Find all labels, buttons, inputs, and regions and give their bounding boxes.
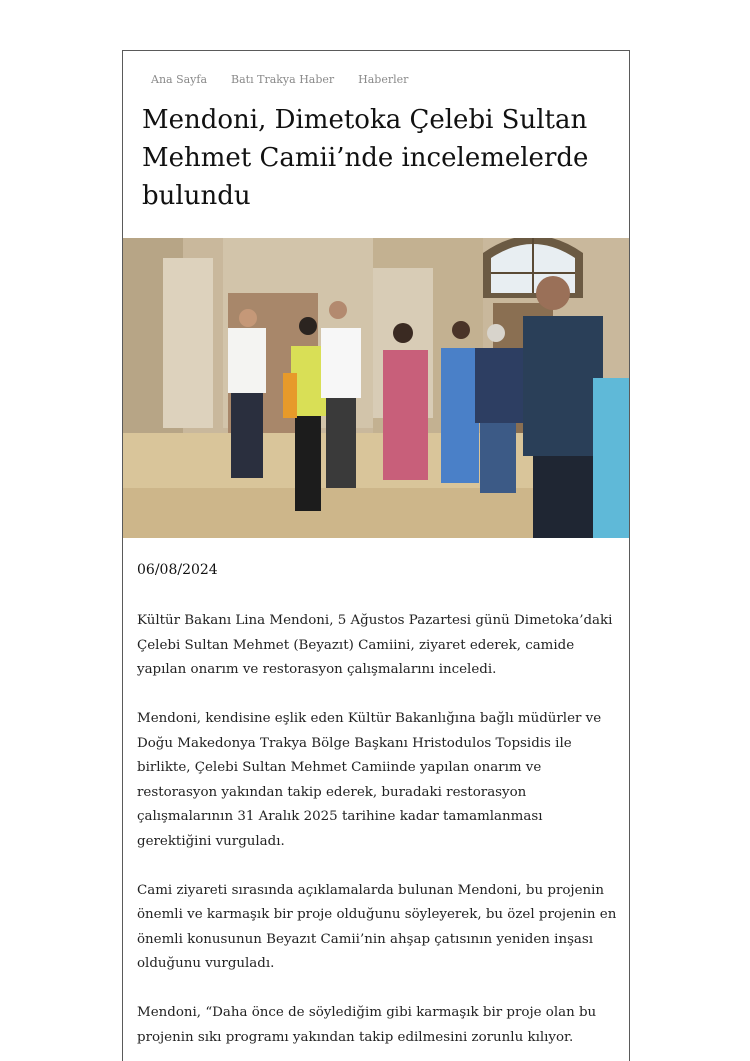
article-photo <box>123 238 630 538</box>
breadcrumb-home-link[interactable]: Ana Sayfa <box>151 73 208 86</box>
article-body <box>137 609 619 1061</box>
breadcrumb <box>151 73 432 86</box>
breadcrumb-news-link[interactable]: Haberler <box>358 73 409 86</box>
paragraph: Kültür Bakanı Lina Mendoni, 5 Ağustos Pazartesi günü Dimetoka’daki Çelebi Sultan Mehmet (Beyazıt) Camiini, ziyaret ederek, camide yapılan onarım ve restorasyon çalışmalarını inceledi. <box>137 613 613 677</box>
paragraph: Cami ziyareti sırasında açıklamalarda bulunan Mendoni, bu projenin önemli ve karmaşık bir proje olduğunu söyleyerek, bu özel projenin en önemli konusunun Beyazıt Camii’nin ahşap çatısının yeniden inşası olduğunu vurguladı. <box>137 882 617 971</box>
article-title: Mendoni, Dimetoka Çelebi Sultan Mehmet Camii’nde incelemelerde bulundu <box>142 105 589 211</box>
paragraph: Mendoni, “Daha önce de söylediğim gibi karmaşık bir proje olan bu projenin sıkı programı yakından takip edilmesini zorunlu kılıyor. <box>137 1005 597 1045</box>
article-card <box>122 50 630 1061</box>
article-date: 06/08/2024 <box>137 562 218 578</box>
breadcrumb-category-link[interactable]: Batı Trakya Haber <box>231 73 335 86</box>
paragraph: Mendoni, kendisine eşlik eden Kültür Bakanlığına bağlı müdürler ve Doğu Makedonya Trakya Bölge Başkanı Hristodulos Topsidis ile birlikte, Çelebi Sultan Mehmet Camiinde yapılan onarım ve restorasyon yakından takip ederek, buradaki restorasyon çalışmalarının 31 Aralık 2025 tarihine kadar tamamlanması gerektiğini vurguladı. <box>137 711 602 849</box>
